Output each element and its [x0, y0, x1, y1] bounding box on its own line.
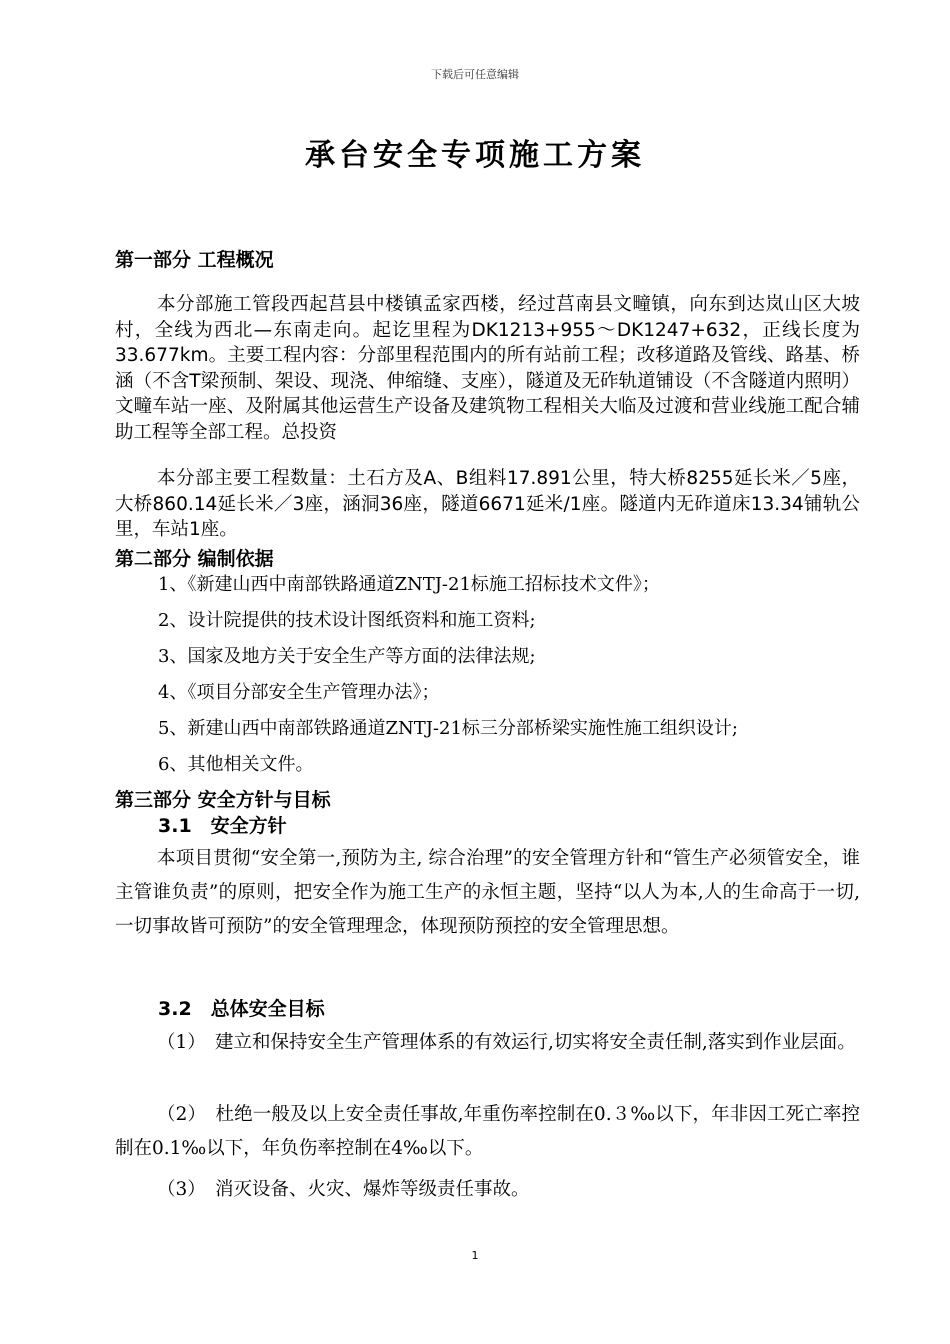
basis-item-1: 1、《新建山西中南部铁路通道ZNTJ-21标施工招标技术文件》；	[158, 574, 660, 595]
section-3-1-heading: 3.1 安全方针	[158, 815, 287, 837]
basis-item-6: 6、其他相关文件。	[158, 754, 314, 775]
goal-item-3: （3） 消灭设备、火灾、爆炸等级责任事故。	[157, 1179, 530, 1200]
goal-item-1: （1） 建立和保持安全生产管理体系的有效运行,切实将安全责任制,落实到作业层面。	[157, 1032, 856, 1053]
basis-item-5: 5、新建山西中南部铁路通道ZNTJ-21标三分部桥梁实施性施工组织设计;	[158, 718, 738, 739]
page-number: 1	[471, 1249, 479, 1262]
section-3-1-text: 本项目贯彻“安全第一,预防为主, 综合治理”的安全管理方针和“管生产必须管安全，谁主管谁负责”的原则，把安全作为施工生产的永恒主题，坚持“以人为本,人的生命高于一切,一切事故皆可预防”的安全管理理念，体现预防预控的安全管理思想。	[115, 848, 860, 937]
part2-heading: 第二部分 编制依据	[115, 548, 274, 570]
page-header: 下载后可任意编辑	[431, 68, 519, 81]
basis-item-4: 4、《项目分部安全生产管理办法》；	[158, 682, 440, 703]
section-3-2-heading: 3.2 总体安全目标	[158, 998, 325, 1020]
basis-item-2: 2、设计院提供的技术设计图纸资料和施工资料;	[158, 610, 536, 631]
document-title: 承台安全专项施工方案	[305, 138, 645, 173]
part1-heading: 第一部分 工程概况	[115, 249, 274, 271]
basis-item-3: 3、国家及地方关于安全生产等方面的法律法规;	[158, 646, 536, 667]
goal-item-2: （2） 杜绝一般及以上安全责任事故,年重伤率控制在0.３‰以下，年非因工死亡率控制在0.1‰以下，年负伤率控制在4‰以下。	[115, 1104, 860, 1159]
part1-paragraph-1: 本分部施工管段西起莒县中楼镇孟家西楼，经过莒南县文疃镇，向东到达岚山区大坡村，全线为西北—东南走向。起讫里程为DK1213+955～DK1247+632，正线长度为33.677km。主要工程内容：分部里程范围内的所有站前工程；改移道路及管线、路基、桥涵（不含T梁预制、架设、现浇、伸缩缝、支座），隧道及无砟轨道铺设（不含隧道内照明）文疃车站一座、及附属其他运营生产设备及建筑物工程相关大临及过渡和营业线施工配合辅助工程等全部工程。总投资	[115, 294, 860, 443]
part1-paragraph-2: 本分部主要工程数量：土石方及A、B组料17.891公里，特大桥8255延长米／5座，大桥860.14延长米／3座，涵洞36座，隧道6671延米/1座。隧道内无砟道床13.34铺轨公里，车站1座。	[115, 468, 860, 540]
part3-heading: 第三部分 安全方针与目标	[115, 789, 331, 811]
